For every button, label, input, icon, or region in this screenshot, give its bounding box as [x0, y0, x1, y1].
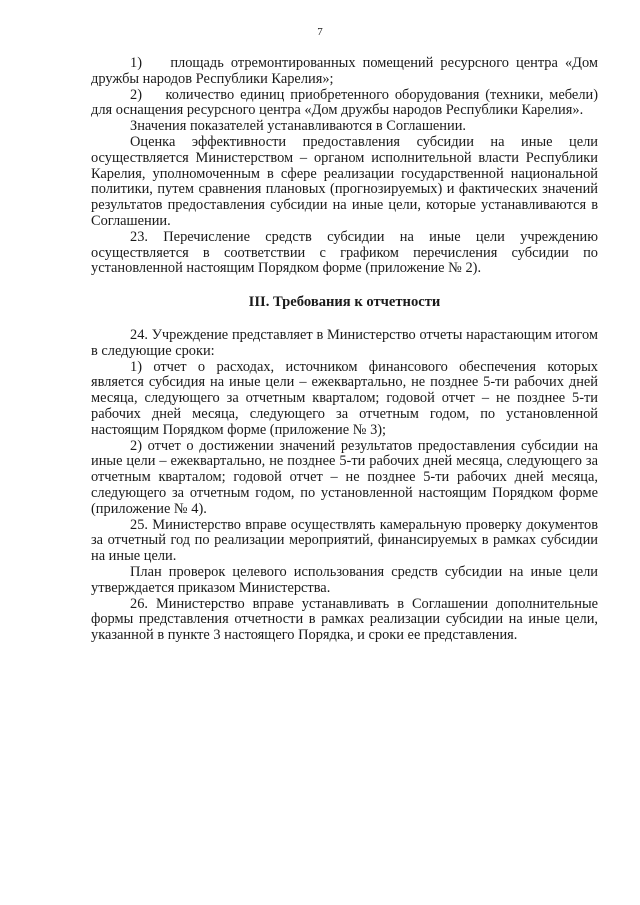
paragraph-inspection-plan: План проверок целевого использования средств субсидии на иные цели утверждается приказом Министерства.: [91, 563, 598, 596]
list-item-expense-report: 1) отчет о расходах, источником финансового обеспечения которых является субсидия на иные цели – ежеквартально, не позднее 5-ти рабочих дней месяца, следующего за отчетным кварталом; годовой отчет – не позднее 5-ти рабочих дней месяца, следующего за отчетным годом, по установленной настоящим Порядком форме (приложение № 3);: [91, 358, 598, 438]
document-body: [91, 56, 598, 644]
list-item-equipment: 2) количество единиц приобретенного оборудования (техники, мебели) для оснащения ресурсного центра «Дом дружбы народов Республики Карелия».: [91, 86, 598, 119]
section-heading: III. Требования к отчетности: [248, 294, 441, 311]
paragraph-26: 26. Министерство вправе устанавливать в Соглашении дополнительные формы представления отчетности в рамках реализации субсидии на иные цели, указанной в пункте 3 настоящего Порядка, и сроки ее представления.: [91, 595, 598, 644]
paragraph-24: 24. Учреждение представляет в Министерство отчеты нарастающим итогом в следующие сроки:: [91, 326, 598, 359]
list-item-results-report: 2) отчет о достижении значений результатов предоставления субсидии на иные цели – ежеквартально, не позднее 5-ти рабочих дней месяца, следующего за отчетным кварталом; годовой отчет – не позднее 5-ти рабочих дней месяца, следующего за отчетным годом, по установленной настоящим Порядком форме (приложение № 4).: [91, 437, 598, 517]
page-number: 7: [317, 26, 323, 38]
paragraph-25: 25. Министерство вправе осуществлять камеральную проверку документов за отчетный год по реализации мероприятий, финансируемых в рамках субсидии на иные цели.: [91, 516, 598, 565]
paragraph-indicator-values: Значения показателей устанавливаются в Соглашении.: [130, 118, 466, 135]
paragraph-23: 23. Перечисление средств субсидии на иные цели учреждению осуществляется в соответствии с графиком перечисления субсидии по установленной настоящим Порядком форме (приложение № 2).: [91, 228, 598, 277]
list-item-area: 1) площадь отремонтированных помещений ресурсного центра «Дом дружбы народов Республики Карелия»;: [91, 55, 598, 87]
paragraph-efficiency-evaluation: Оценка эффективности предоставления субсидии на иные цели осуществляется Министерством – органом исполнительной власти Республики Карелия, уполномоченным в сфере реализации государственной национальной политики, путем сравнения плановых (прогнозируемых) и фактических значений результатов предоставления субсидии на иные цели, которые устанавливаются в Соглашении.: [91, 133, 598, 229]
